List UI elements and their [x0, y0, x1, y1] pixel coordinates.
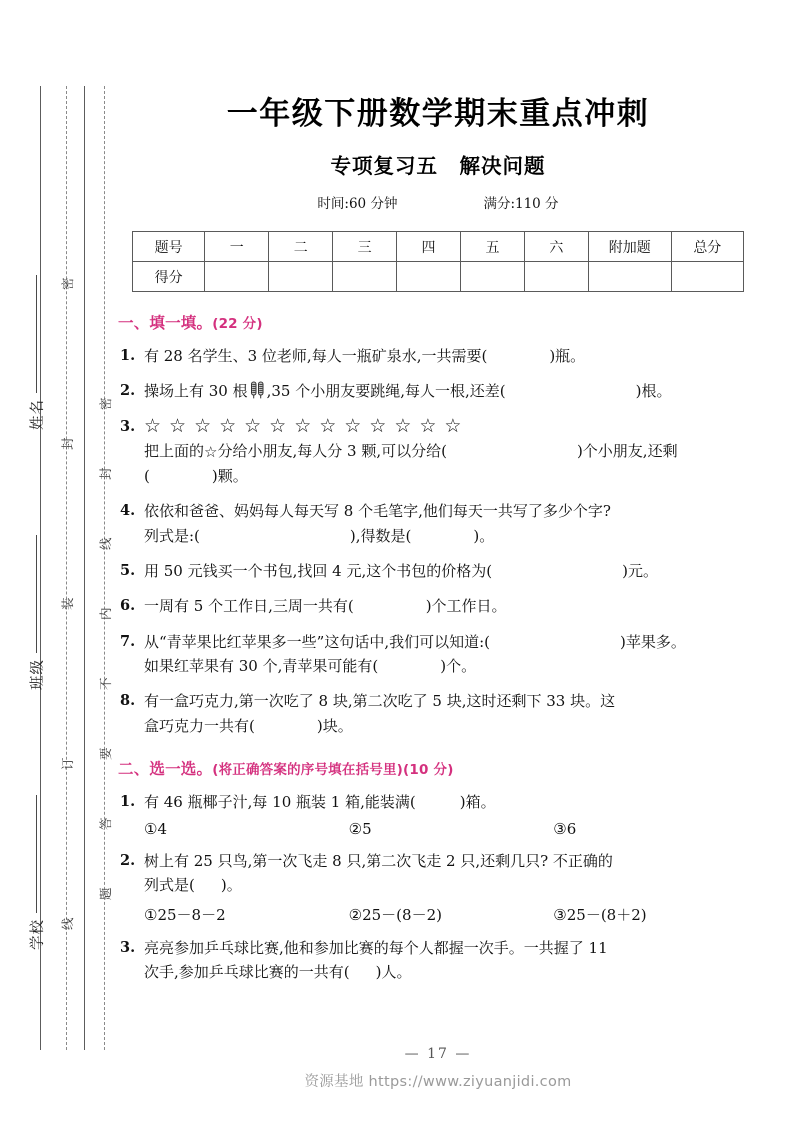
score-table-col-7: 总分 — [671, 232, 743, 262]
table-row-scores — [133, 262, 744, 292]
question-1-7 — [118, 630, 758, 679]
option-a[interactable]: ①25－8－2 — [144, 905, 226, 924]
student-name-field[interactable] — [26, 275, 47, 430]
student-class-label: 班级 — [30, 659, 46, 690]
section-1-points: (22 分) — [212, 316, 263, 332]
option-a[interactable]: ①4 — [144, 820, 167, 839]
question-2-2-options — [118, 904, 758, 925]
question-text-line2-tail: )颗。 — [211, 467, 248, 486]
question-number: 7. — [120, 632, 136, 650]
page-title: 一年级下册数学期末重点冲刺 — [226, 96, 650, 132]
seal-note — [96, 340, 114, 900]
question-text-tail: )瓶。 — [549, 347, 586, 365]
score-table-col-5: 六 — [524, 232, 588, 262]
question-number: 2. — [120, 852, 136, 870]
seal-note-char-2: 要 — [98, 747, 113, 760]
score-cell-5[interactable] — [524, 262, 588, 292]
score-cell-0[interactable] — [205, 262, 269, 292]
question-text: 用 50 元钱买一个书包,找回 4 元,这个书包的价格为( — [144, 562, 493, 581]
question-text-line2-tail: )个。 — [440, 656, 477, 675]
question-text-tail: )个小朋友,还剩 — [576, 441, 678, 460]
seal-note-char-1: 答 — [98, 817, 113, 830]
score-table-col-3: 四 — [397, 232, 461, 262]
score-cell-1[interactable] — [269, 262, 333, 292]
student-class-rule — [36, 535, 37, 653]
watermark: 资源基地 https://www.ziyuanjidi.com — [304, 1074, 572, 1090]
score-cell-2[interactable] — [333, 262, 397, 292]
question-text: 亮亮参加乒乓球比赛,他和参加比赛的每个人都握一次手。一共握了 11 — [144, 938, 608, 957]
question-text-tail: )个工作日。 — [425, 597, 507, 616]
question-text-line2-tail: )块。 — [316, 716, 353, 735]
question-text-line2: 列式是( — [144, 876, 195, 895]
question-1-3 — [118, 415, 758, 489]
option-c[interactable]: ③6 — [553, 820, 577, 839]
star-icon: ☆ — [204, 442, 218, 461]
exam-time: 时间:60 分钟 — [317, 196, 398, 212]
question-text-line2-tail: )。 — [220, 876, 242, 895]
score-table-col-0: 一 — [205, 232, 269, 262]
question-text-tail: )。 — [473, 526, 495, 545]
section-2-points: (10 分) — [403, 761, 454, 778]
question-2-2 — [118, 849, 758, 898]
score-cell-4[interactable] — [461, 262, 525, 292]
seal-char-0: 线 — [60, 917, 75, 930]
score-table-col-6: 附加题 — [588, 232, 671, 262]
seal-char-3: 封 — [60, 437, 75, 450]
seal-note-char-3: 不 — [98, 677, 113, 690]
seal-note-char-4: 内 — [98, 607, 113, 620]
question-text-line2-tail: )人。 — [375, 963, 412, 982]
question-text: 有 46 瓶椰子汁,每 10 瓶装 1 箱,能装满( — [144, 792, 416, 811]
score-cell-6[interactable] — [588, 262, 671, 292]
student-school-field[interactable] — [26, 795, 47, 950]
score-table — [132, 231, 744, 292]
question-2-1 — [118, 790, 758, 814]
score-table-col-1: 二 — [269, 232, 333, 262]
student-school-label: 学校 — [30, 919, 46, 950]
score-table-row-label-1: 得分 — [133, 262, 205, 292]
score-table-col-4: 五 — [461, 232, 525, 262]
seal-char-1: 订 — [60, 757, 75, 770]
seal-char-4: 密 — [60, 277, 75, 290]
question-text-line2: ( — [144, 467, 150, 486]
score-cell-7[interactable] — [671, 262, 743, 292]
question-text-mid: )苹果多。 — [620, 632, 686, 651]
margin-rule-inner — [84, 86, 85, 1050]
seal-note-char-5: 线 — [98, 537, 113, 550]
score-table-row-label-0: 题号 — [133, 232, 205, 262]
question-number: 2. — [120, 382, 136, 400]
question-1-6 — [118, 594, 758, 618]
student-name-label: 姓名 — [30, 399, 46, 430]
question-text: 从“青苹果比红苹果多一些”这句话中,我们可以知道:( — [144, 632, 491, 651]
question-number: 3. — [120, 417, 136, 435]
seal-note-char-6: 封 — [98, 467, 113, 480]
option-b[interactable]: ②25－(8－2) — [348, 905, 442, 924]
question-number: 1. — [120, 792, 136, 810]
seal-note-char-0: 题 — [98, 887, 113, 900]
option-b[interactable]: ②5 — [348, 820, 372, 839]
section-heading-2 — [118, 757, 758, 779]
question-2-3 — [118, 936, 758, 985]
jump-rope-icon — [249, 381, 266, 400]
student-name-rule — [36, 275, 37, 393]
question-text-mid: 列式是:( — [144, 526, 200, 545]
option-c[interactable]: ③25－(8＋2) — [553, 905, 647, 924]
section-2-title: 二、选一选。 — [118, 759, 213, 778]
question-2-1-options — [118, 820, 758, 838]
question-text-mid: 分给小朋友,每人分 3 颗,可以分给( — [217, 441, 447, 460]
question-text-line2: 盒巧克力一共有( — [144, 716, 255, 735]
question-text: 有 28 名学生、3 位老师,每人一瓶矿泉水,一共需要( — [144, 347, 488, 365]
question-number: 6. — [120, 597, 136, 615]
question-text-tail: )元。 — [622, 562, 658, 581]
question-text-tail: )箱。 — [459, 792, 496, 811]
exam-total-score: 满分:110 分 — [483, 196, 559, 212]
question-text-mid: ,35 个小朋友要跳绳,每人一根,还差( — [266, 382, 506, 401]
score-table-col-2: 三 — [333, 232, 397, 262]
question-1-1 — [118, 344, 758, 368]
section-heading-1 — [118, 311, 758, 333]
section-2-note: (将正确答案的序号填在括号里) — [212, 761, 404, 778]
seal-char-2: 装 — [60, 597, 75, 610]
star-row: ☆☆☆☆☆☆☆☆☆☆☆☆☆ — [144, 414, 470, 437]
seal-characters — [58, 130, 76, 930]
student-class-field[interactable] — [26, 535, 47, 690]
question-1-4 — [118, 499, 758, 548]
question-text: 树上有 25 只鸟,第一次飞走 8 只,第二次飞走 2 只,还剩几只? 不正确的 — [144, 852, 613, 871]
question-number: 1. — [120, 347, 136, 364]
seal-note-char-7: 密 — [98, 397, 113, 410]
page-number: — 17 — — [404, 1046, 472, 1062]
question-text: 依依和爸爸、妈妈每人每天写 8 个毛笔字,他们每天一共写了多少个字? — [144, 502, 611, 521]
worksheet-body — [118, 0, 758, 1122]
question-number: 8. — [120, 692, 136, 710]
question-text: 有一盒巧克力,第一次吃了 8 块,第二次吃了 5 块,这时还剩下 33 块。这 — [144, 692, 616, 711]
question-1-2 — [118, 379, 758, 403]
question-text-mid2: ),得数是( — [349, 526, 412, 545]
section-1-title: 一、填一填。 — [118, 314, 213, 332]
question-1-5 — [118, 559, 758, 583]
score-cell-3[interactable] — [397, 262, 461, 292]
question-text: 把上面的 — [144, 441, 205, 460]
question-text-line2: 如果红苹果有 30 个,青苹果可能有( — [144, 656, 379, 675]
question-text: 操场上有 30 根 — [144, 382, 248, 401]
binding-margin — [0, 0, 113, 1122]
question-text-line2: 次手,参加乒乓球比赛的一共有( — [144, 963, 350, 982]
student-school-rule — [36, 795, 37, 913]
page-subtitle: 专项复习五 解决问题 — [330, 154, 546, 178]
question-text: 一周有 5 个工作日,三周一共有( — [144, 597, 354, 616]
exam-meta — [118, 192, 758, 212]
question-1-8 — [118, 689, 758, 738]
table-row-header — [133, 232, 744, 262]
question-number: 3. — [120, 938, 136, 956]
question-text-tail: )根。 — [635, 382, 672, 401]
question-number: 5. — [120, 562, 136, 580]
question-number: 4. — [120, 502, 136, 520]
